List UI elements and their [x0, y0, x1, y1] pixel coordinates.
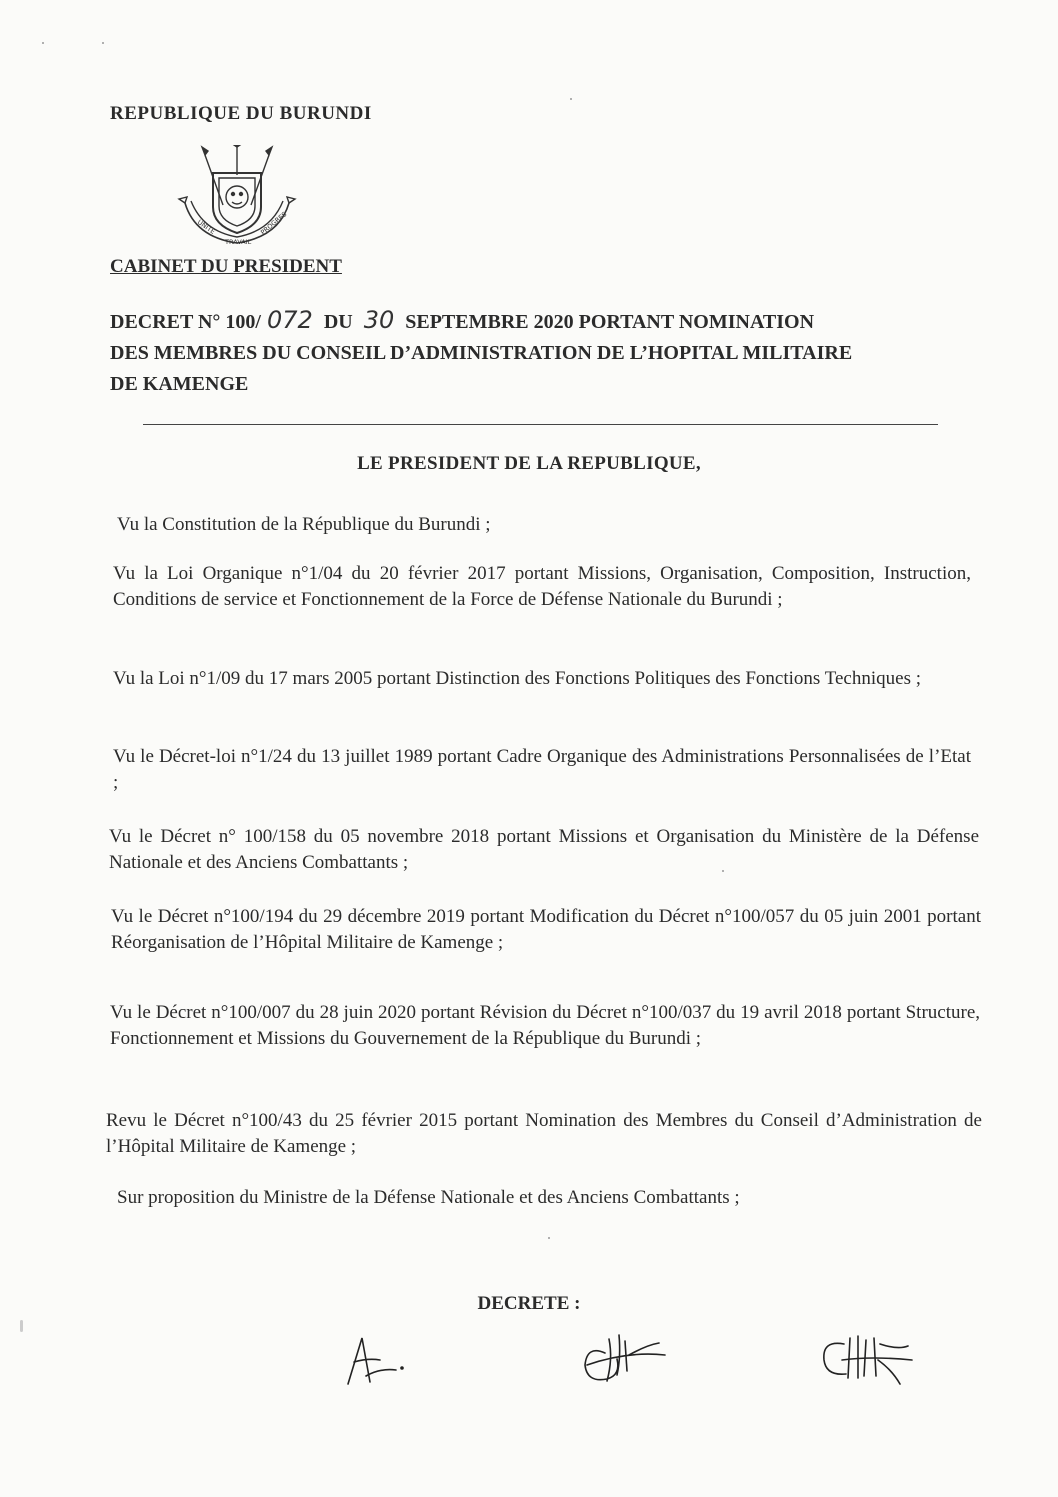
paragraph-loi-1-09: Vu la Loi n°1/09 du 17 mars 2005 portant Distinction des Fonctions Politiques des Fonctions Techniques ;: [113, 668, 922, 689]
president-heading: LE PRESIDENT DE LA REPUBLIQUE,: [357, 453, 701, 474]
scan-speck: [548, 1237, 550, 1239]
coat-of-arms-icon: [175, 145, 300, 250]
initials-2-signature: [575, 1325, 670, 1390]
decree-number-handwritten: 072: [267, 306, 313, 334]
paragraph-revu-decret: Revu le Décret n°100/43 du 25 février 2015 portant Nomination des Membres du Conseil d’Administration de l’Hôpital Militaire de Kamenge ;: [106, 1110, 982, 1157]
decree-title-line3: DE KAMENGE: [110, 373, 249, 395]
country-heading: REPUBLIQUE DU BURUNDI: [110, 103, 372, 124]
decree-du: DU: [323, 311, 353, 333]
scan-speck: [20, 1320, 23, 1332]
paragraph-loi-organique: Vu la Loi Organique n°1/04 du 20 février 2017 portant Missions, Organisation, Composition, Instruction, Conditions de service et Fonctionnement de la Force de Défense Nationale du Burundi ;: [113, 563, 971, 610]
paragraph-constitution: Vu la Constitution de la République du Burundi ;: [117, 514, 491, 535]
title-divider: [143, 424, 938, 425]
paragraph-decret-194: Vu le Décret n°100/194 du 29 décembre 2019 portant Modification du Décret n°100/057 du 05 juin 2001 portant Réorganisation de l’Hôpital Militaire de Kamenge ;: [111, 906, 981, 953]
paragraph-decret-158: Vu le Décret n° 100/158 du 05 novembre 2018 portant Missions et Organisation du Ministère de la Défense Nationale et des Anciens Combattants ;: [109, 826, 979, 873]
paragraph-decret-007: Vu le Décret n°100/007 du 28 juin 2020 portant Révision du Décret n°100/037 du 19 avril 2018 portant Structure, Fonctionnement et Missions du Gouvernement de la République du Burundi ;: [110, 1002, 980, 1049]
paragraph-proposition: Sur proposition du Ministre de la Défense Nationale et des Anciens Combattants ;: [117, 1187, 740, 1208]
decrete-heading: DECRETE :: [477, 1293, 581, 1314]
decree-prefix: DECRET N° 100/: [110, 311, 261, 333]
decree-day-handwritten: 30: [363, 306, 395, 334]
scan-speck: [722, 870, 724, 872]
paragraph-decret-loi: Vu le Décret-loi n°1/24 du 13 juillet 1989 portant Cadre Organique des Administrations Personnalisées de l’Etat ;: [113, 746, 971, 793]
scan-speck: [570, 98, 572, 100]
initials-1-signature: [340, 1332, 410, 1392]
cabinet-heading: CABINET DU PRESIDENT: [110, 256, 342, 277]
svg-text:TRAVAIL: TRAVAIL: [225, 238, 252, 246]
scan-speck: [42, 42, 44, 44]
decree-title-line1-rest: SEPTEMBRE 2020 PORTANT NOMINATION: [405, 311, 815, 333]
initials-3-signature: [818, 1330, 918, 1390]
decree-title: [110, 305, 980, 400]
svg-text:PROGRES: PROGRES: [259, 210, 289, 237]
scan-speck: [102, 42, 104, 44]
svg-text:UNITE: UNITE: [195, 218, 217, 236]
decree-title-line2: DES MEMBRES DU CONSEIL D’ADMINISTRATION DE L’HOPITAL MILITAIRE: [110, 342, 853, 364]
